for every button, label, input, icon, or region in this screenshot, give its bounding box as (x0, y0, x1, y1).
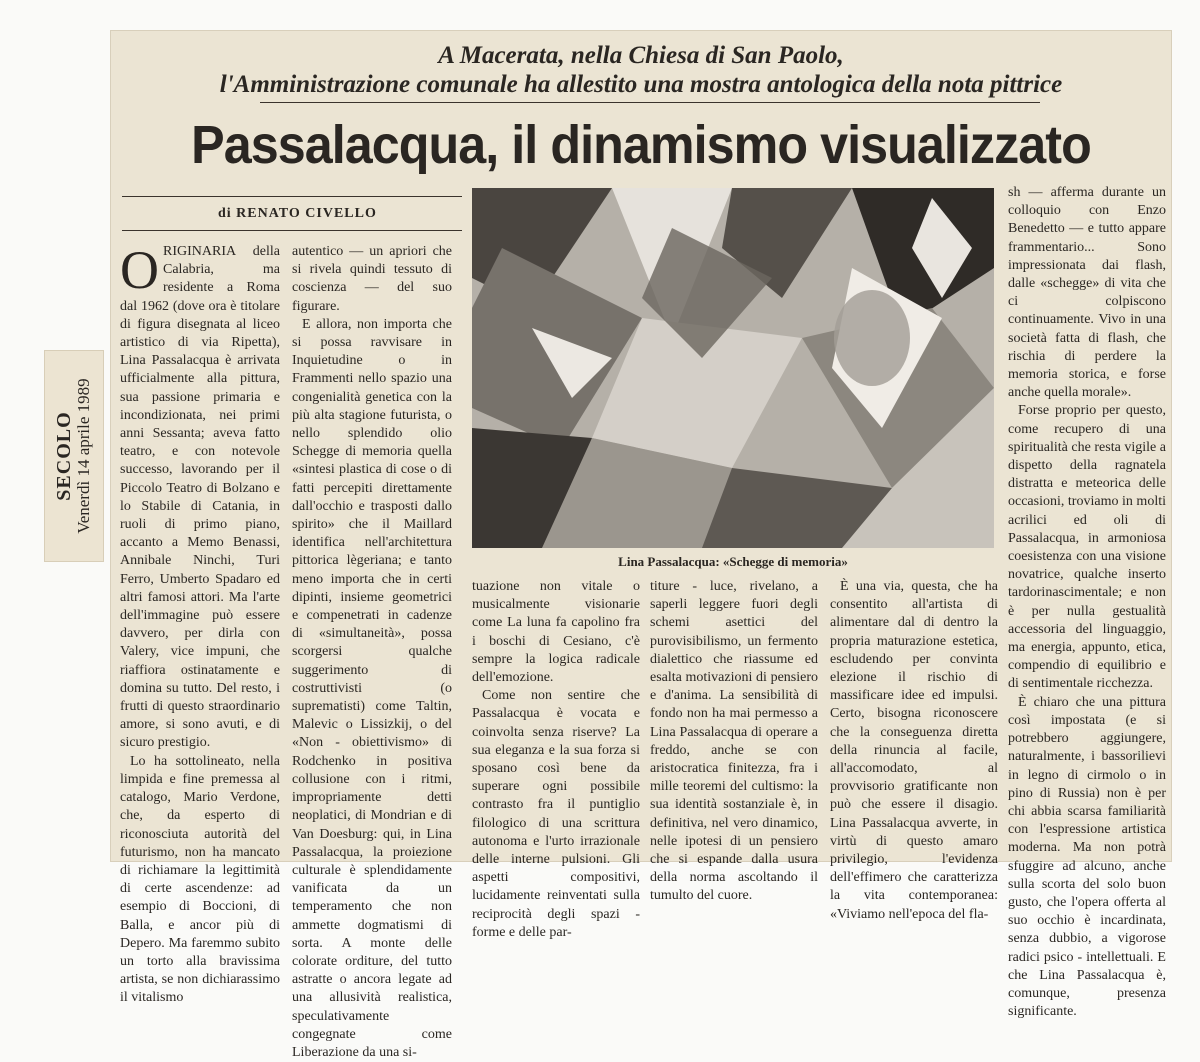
drop-cap: O (120, 240, 159, 300)
article-column-3 (472, 578, 640, 942)
article-column-2 (292, 243, 452, 1062)
byline-rule-top (122, 196, 462, 197)
paragraph: titure - luce, rivelano, a saperli leggere fuori degli schemi asettici del purovisibilismo, un fermento dialettico che riassume ed esalta motivazioni di pensiero e d'anima. La sensibilità di fondo non ha mai permesso a Lina Passalacqua di operare a freddo, anche se con aristocratica finitezza, fra i mille teoremi del cultismo: la sua identità sostanziale è, in definitiva, nel vero dinamico, nelle ipotesi di un pensiero che si espande dalla usura della norma ascoltando il tumulto del cuore. (650, 579, 818, 904)
kicker-underline (260, 102, 1040, 103)
kicker-line-1: A Macerata, nella Chiesa di San Paolo, (438, 42, 844, 69)
byline-rule-bottom (122, 230, 462, 231)
article-column-5 (830, 578, 998, 924)
article-column-6 (1008, 184, 1166, 1021)
paragraph: È chiaro che una pittura così impostata (e si potrebbero aggiungere, naturalmente, i bassorilievi in legno di cirmolo o in pino di Russia) non è per chi abbia scarsa familiarità con l'espressione artistica moderna. Ma non potrà sfuggire ad alcuno, anche sulla scorta del solo buon gusto, che l'opera offerta al suo occhio è incardinata, senza dubbio, a vigorose radici psico - intellettuali. E che Lina Passalacqua è, comunque, presenza significante. (1008, 694, 1166, 1020)
article-column-4 (650, 578, 818, 906)
article-column-1 (120, 240, 280, 1008)
artwork-photo (472, 188, 994, 548)
paragraph: autentico — un apriori che si rivela quindi tessuto di coscienza — del suo figurare. (292, 244, 452, 314)
artwork-image (472, 188, 994, 548)
paragraph: Forse proprio per questo, come recupero di una spiritualità che resta vigile a dispetto della ragnatela distratta e meteorica delle occasioni, troviamo in molti acrilici ed oli di Passalacqua, in armoniosa coesistenza con una visione novatrice, qualche inserto tardorinascimentale; e non è per nulla gestualità accessoria del linguaggio, ma energia, appunto, etica, compendio di equilibrio e di sentimentale ricchezza. (1008, 403, 1166, 692)
paragraph: O RIGINARIA della Calabria, ma residente a Roma dal 1962 (dove ora è titolare di figura disegnata al liceo artistico di via Ripetta), Lina Passalacqua è arrivata ufficialmente alla pittura, sua passione primaria e incondizionata, nei primi anni Sessanta; aveva fatto teatro, e con notevole successo, lavorando per il Piccolo Teatro di Bolzano e lo Stabile di Catania, in ruoli di primo piano, accanto a Memo Benassi, Annibale Ninchi, Turi Ferro, Umberto Spadaro ed altri famosi attori. Ma l'arte dell'immagine può essere davvero, per dirla con Valery, vice impuni, che riaffiora ostinatamente e domina su tutto. Del resto, i frutti di questo straordinario amore, si sono avuti, e di sicuro prestigio. (120, 240, 280, 751)
publication-date: Venerdì 14 aprile 1989 (74, 378, 93, 534)
publication-name: SECOLO (53, 411, 75, 501)
newspaper-date-stamp (44, 350, 104, 562)
paragraph: Come non sentire che Passalacqua è vocata e coinvolta senza riserve? La sua eleganza e la sua forza si sposano così bene da superare ogni possibile contrasto fra il puntiglio filologico di una scrittura autonoma e l'urto irrazionale delle interne pulsioni. Gli aspetti compositivi, lucidamente reinventati sulla reciprocità degli spazi - forme e delle par- (472, 688, 640, 940)
photo-caption: Lina Passalacqua: «Schegge di memoria» (618, 554, 848, 569)
paragraph: tuazione non vitale o musicalmente visionarie come La luna fa capolino fra i boschi di Cesiano, c'è sempre la logica radicale dell'emozione. (472, 579, 640, 686)
paragraph: sh — afferma durante un colloquio con Enzo Benedetto — e tutto appare frammentario... Sono impressionata dai flash, dalle «schegge» di vita che ci colpiscono continuamente. Vivo in una società fatta di flash, che rischia di perdere la memoria storica, e forse anche quella morale». (1008, 185, 1166, 401)
kicker-line-2: l'Amministrazione comunale ha allestito una mostra antologica della nota pittrice (219, 71, 1063, 98)
newspaper-clipping (110, 30, 1172, 1060)
paragraph: Lo ha sottolineato, nella limpida e fine premessa al catalogo, Mario Verdone, che, da esperto di riconosciuta autorità del futurismo, non ha mancato di richiamare la legittimità di certe ascendenze: ad esempio di Boccioni, di Balla, e ancor più di Depero. Ma faremmo subito un torto alla bravissima artista, se non dichiarassimo il vitalismo (120, 753, 280, 1006)
article-headline: Passalacqua, il dinamismo visualizzato (191, 115, 1091, 175)
paragraph: E allora, non importa che si possa ravvisare in Inquietudine o in Frammenti nello spazio una congenialità genetica con la più alta stagione futurista, o nello splendido olio Schegge di memoria quella «sintesi plastica di cose o di fatti percepiti direttamente dall'occhio e trasposti dallo spirito» che il Maillard identifica nell'architettura pittorica lègeriana; e tanto meno importa che in certi dipinti, insieme geometrici e compenetrati in cadenze di «simultaneità», possa scorgersi qualche suggerimento di costruttivisti (o suprematisti) come Taltin, Malevic o Lissizkij, o del «Non - obiettivismo» di Rodchenko in positiva collusione con i ritmi, impropriamente detti neoplatici, di Mondrian e di Van Doesburg: qui, in Lina Passalacqua, la proiezione culturale è splendidamente vanificata da un temperamento che non ammette dogmatismi di sorta. A monte delle colorate orditure, del tutto astratte o ancora legate ad una allusività realistica, speculativamente congegnate come Liberazione da una si- (292, 316, 452, 1060)
byline: di RENATO CIVELLO (218, 206, 377, 221)
paragraph: È una via, questa, che ha consentito all'artista di alimentare dal di dentro la propria maturazione estetica, escludendo per convinta elezione il rischio di massificare idee ed impulsi. Certo, bisogna riconoscere che la conseguenza diretta della rinuncia al facile, all'accomodato, al provvisorio gratificante non può che essere il disagio. Lina Passalacqua avverte, in virtù di questo amaro privilegio, l'evidenza dell'effimero che caratterizza la vita contemporanea: «Viviamo nell'epoca del fla- (830, 579, 998, 922)
